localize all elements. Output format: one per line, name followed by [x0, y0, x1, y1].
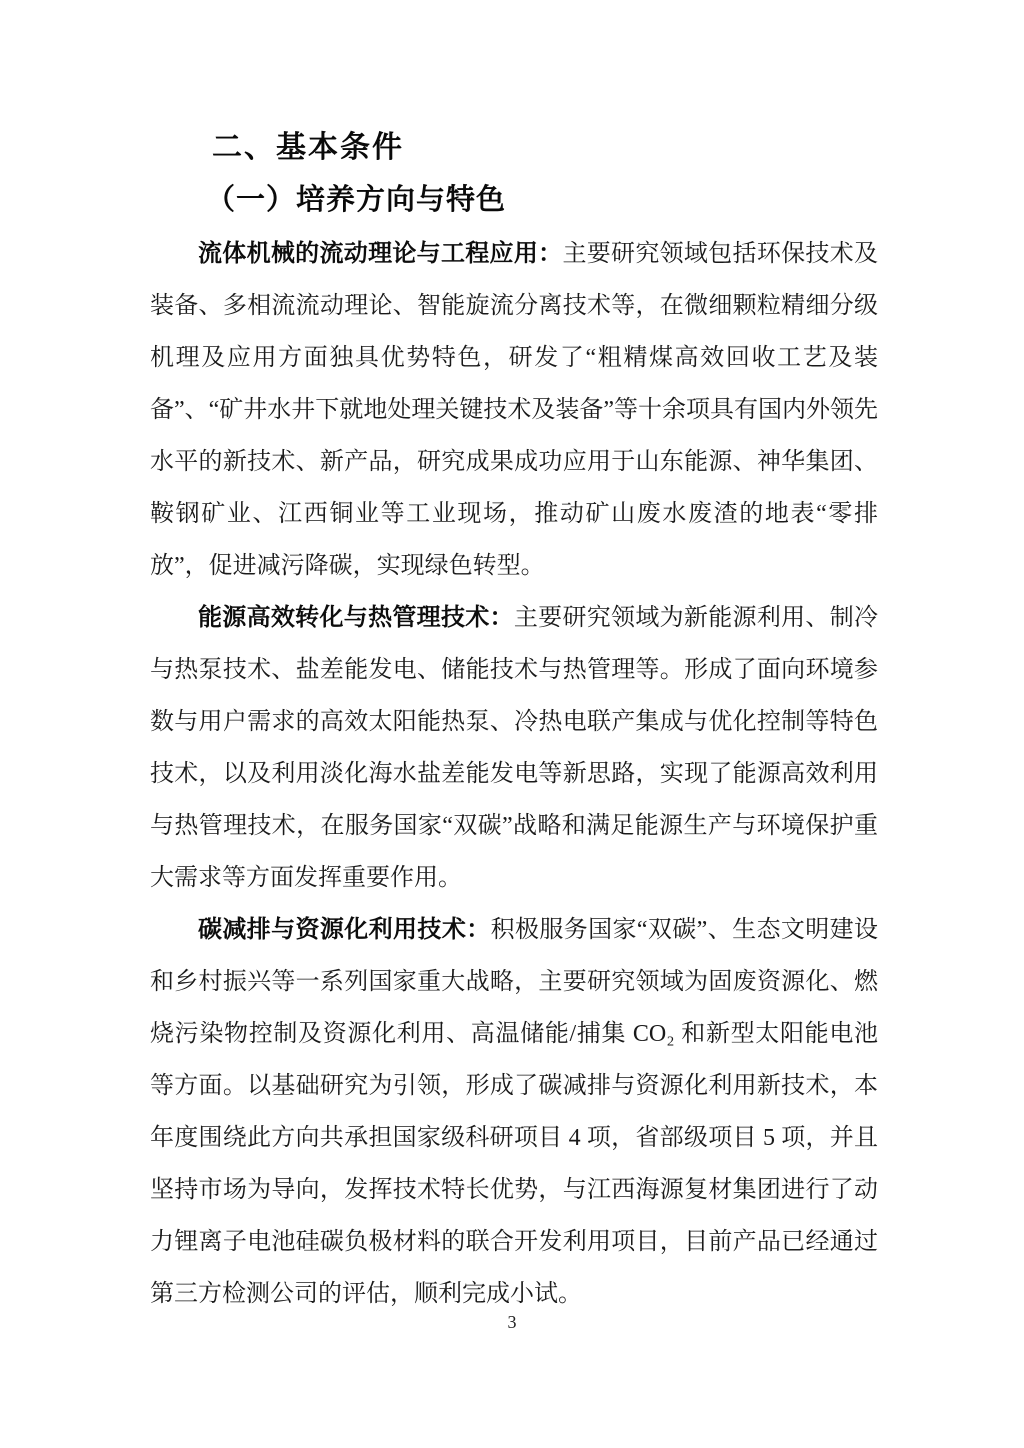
- document-content: [150, 0, 878, 1320]
- paragraph-body-energy-conversion: 主要研究领域为新能源利用、制冷与热泵技术、盐差能发电、储能技术与热管理等。形成了面向环境参数与用户需求的高效太阳能热泵、冷热电联产集成与优化控制等特色技术，以及利用淡化海水盐差能发电等新思路，实现了能源高效利用与热管理技术，在服务国家“双碳”战略和满足能源生产与环境保护重大需求等方面发挥重要作用。: [150, 605, 879, 891]
- paragraph-lead-fluid-machinery: 流体机械的流动理论与工程应用：: [198, 240, 563, 267]
- paragraph-lead-carbon-reduction: 碳减排与资源化利用技术：: [198, 916, 491, 943]
- paragraph-fluid-machinery: [150, 228, 878, 592]
- paragraph-body-carbon-reduction: 积极服务国家“双碳”、生态文明建设和乡村振兴等一系列国家重大战略，主要研究领域为固废资源化、燃烧污染物控制及资源化利用、高温储能/捕集 CO₂ 和新型太阳能电池等方面。以基础研究为引领，形成了碳减排与资源化利用新技术，本年度围绕此方向共承担国家级科研项目 4 项，省部级项目 5 项，并且坚持市场为导向，发挥技术特长优势，与江西海源复材集团进行了动力锂离子电池硅碳负极材料的联合开发利用项目，目前产品已经通过第三方检测公司的评估，顺利完成小试。: [150, 917, 879, 1307]
- paragraph-carbon-reduction: [150, 904, 878, 1320]
- paragraph-lead-energy-conversion: 能源高效转化与热管理技术：: [198, 604, 514, 631]
- page-number: 3: [507, 1312, 517, 1332]
- section-heading: 二、基本条件: [212, 131, 404, 164]
- subsection-heading: （一）培养方向与特色: [206, 184, 507, 216]
- paragraph-body-fluid-machinery: 主要研究领域包括环保技术及装备、多相流流动理论、智能旋流分离技术等，在微细颗粒精细分级机理及应用方面独具优势特色，研发了“粗精煤高效回收工艺及装备”、“矿井水井下就地处理关键技术及装备”等十余项具有国内外领先水平的新技术、新产品，研究成果成功应用于山东能源、神华集团、鞍钢矿业、江西铜业等工业现场，推动矿山废水废渣的地表“零排放”，促进减污降碳，实现绿色转型。: [150, 241, 879, 579]
- paragraph-energy-conversion: [150, 592, 878, 904]
